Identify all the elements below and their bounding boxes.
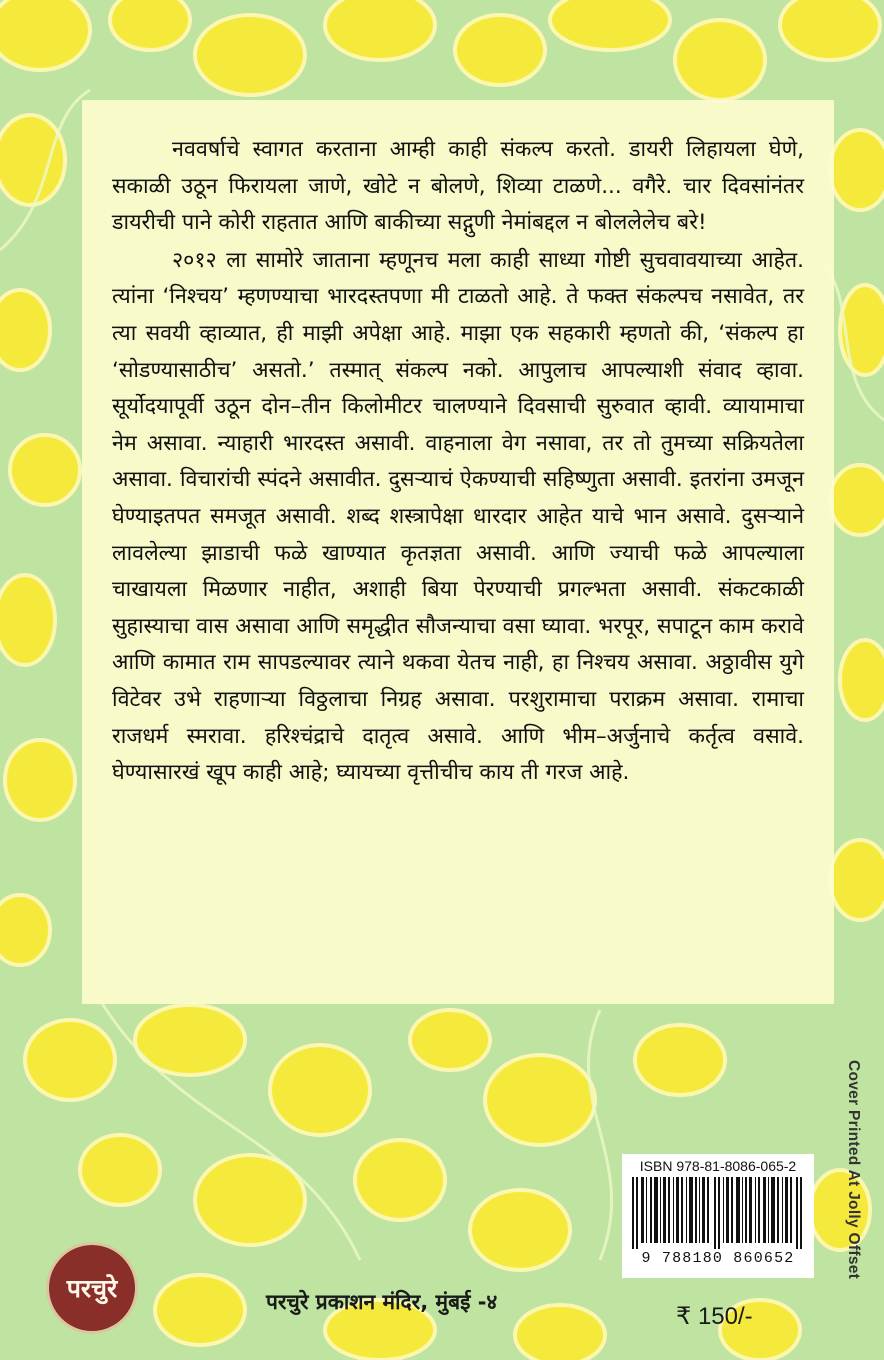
isbn-barcode-box: [622, 1154, 814, 1278]
price: ₹ 150/-: [676, 1303, 753, 1330]
isbn-label: ISBN 978-81-8086-065-2: [639, 1158, 797, 1174]
publisher-logo: [46, 1242, 138, 1334]
blurb-paragraph-1: नववर्षाचे स्वागत करताना आम्ही काही संकल्प करतो. डायरी लिहायला घेणे, सकाळी उठून फिरायला जाणे, खोटे न बोलणे, शिव्या टाळणे... वगैरे. चार दिवसांनंतर डायरीची पाने कोरी राहतात आणि बाकीच्या सद्गुणी नेमांबद्दल न बोललेलेच बरे!: [112, 137, 804, 236]
blurb-panel: [82, 100, 834, 1004]
barcode-icon: [628, 1177, 808, 1249]
logo-text: परचुरे: [66, 1274, 118, 1303]
barcode-digits: 9 788180 860652: [641, 1250, 795, 1267]
blurb-paragraph-2: २०१२ ला सामोरे जाताना म्हणूनच मला काही साध्या गोष्टी सुचवावयाच्या आहेत. त्यांना ‘निश्चय’ म्हणण्याचा भारदस्तपणा मी टाळतो आहे. ते फक्त संकल्पच नसावेत, तर त्या सवयी व्हाव्यात, ही माझी अपेक्षा आहे. माझा एक सहकारी म्हणतो की, ‘संकल्प हा ‘सोडण्यासाठीच’ असतो.’ तस्मात् संकल्प नको. आपुलाच आपल्याशी संवाद व्हावा. सूर्योदयापूर्वी उठून दोन–तीन किलोमीटर चालण्याने दिवसाची सुरुवात व्हावी. व्यायामाचा नेम असावा. न्याहारी भारदस्त असावी. वाहनाला वेग नसावा, तर तो तुमच्या सक्रियतेला असावा. विचारांची स्पंदने असावीत. दुसऱ्याचं ऐकण्याची सहिष्णुता असावी. इतरांना उमजून घेण्याइतपत समजूत असावी. शब्द शस्त्रापेक्षा धारदार आहेत याचे भान असावे. दुसऱ्याने लावलेल्या झाडाची फळे खाण्यात कृतज्ञता असावी. आणि ज्याची फळे आपल्याला चाखायला मिळणार नाहीत, अशाही बिया पेरण्याची प्रगल्भता असावी. संकटकाळी सुहास्याचा वास असावा आणि समृद्धीत सौजन्याचा वसा घ्यावा. भरपूर, सपाटून काम करावे आणि कामात राम सापडल्यावर त्याने थकवा येतच नाही, हा निश्चय असावा. अठ्ठावीस युगे विटेवर उभे राहणाऱ्या विठ्ठलाचा निग्रह असावा. परशुरामाचा पराक्रम असावा. रामाचा राजधर्म स्मरावा. हरिश्चंद्राचे दातृत्व असावे. आणि भीम–अर्जुनाचे कर्तृत्व वसावे. घेण्यासारखं खूप काही आहे; घ्यायच्या वृत्तीचीच काय ती गरज आहे.: [112, 247, 804, 786]
printer-credit: Cover Printed At Jolly Offset: [845, 1060, 862, 1280]
publisher-name: परचुरे प्रकाशन मंदिर, मुंबई -४: [266, 1290, 498, 1314]
